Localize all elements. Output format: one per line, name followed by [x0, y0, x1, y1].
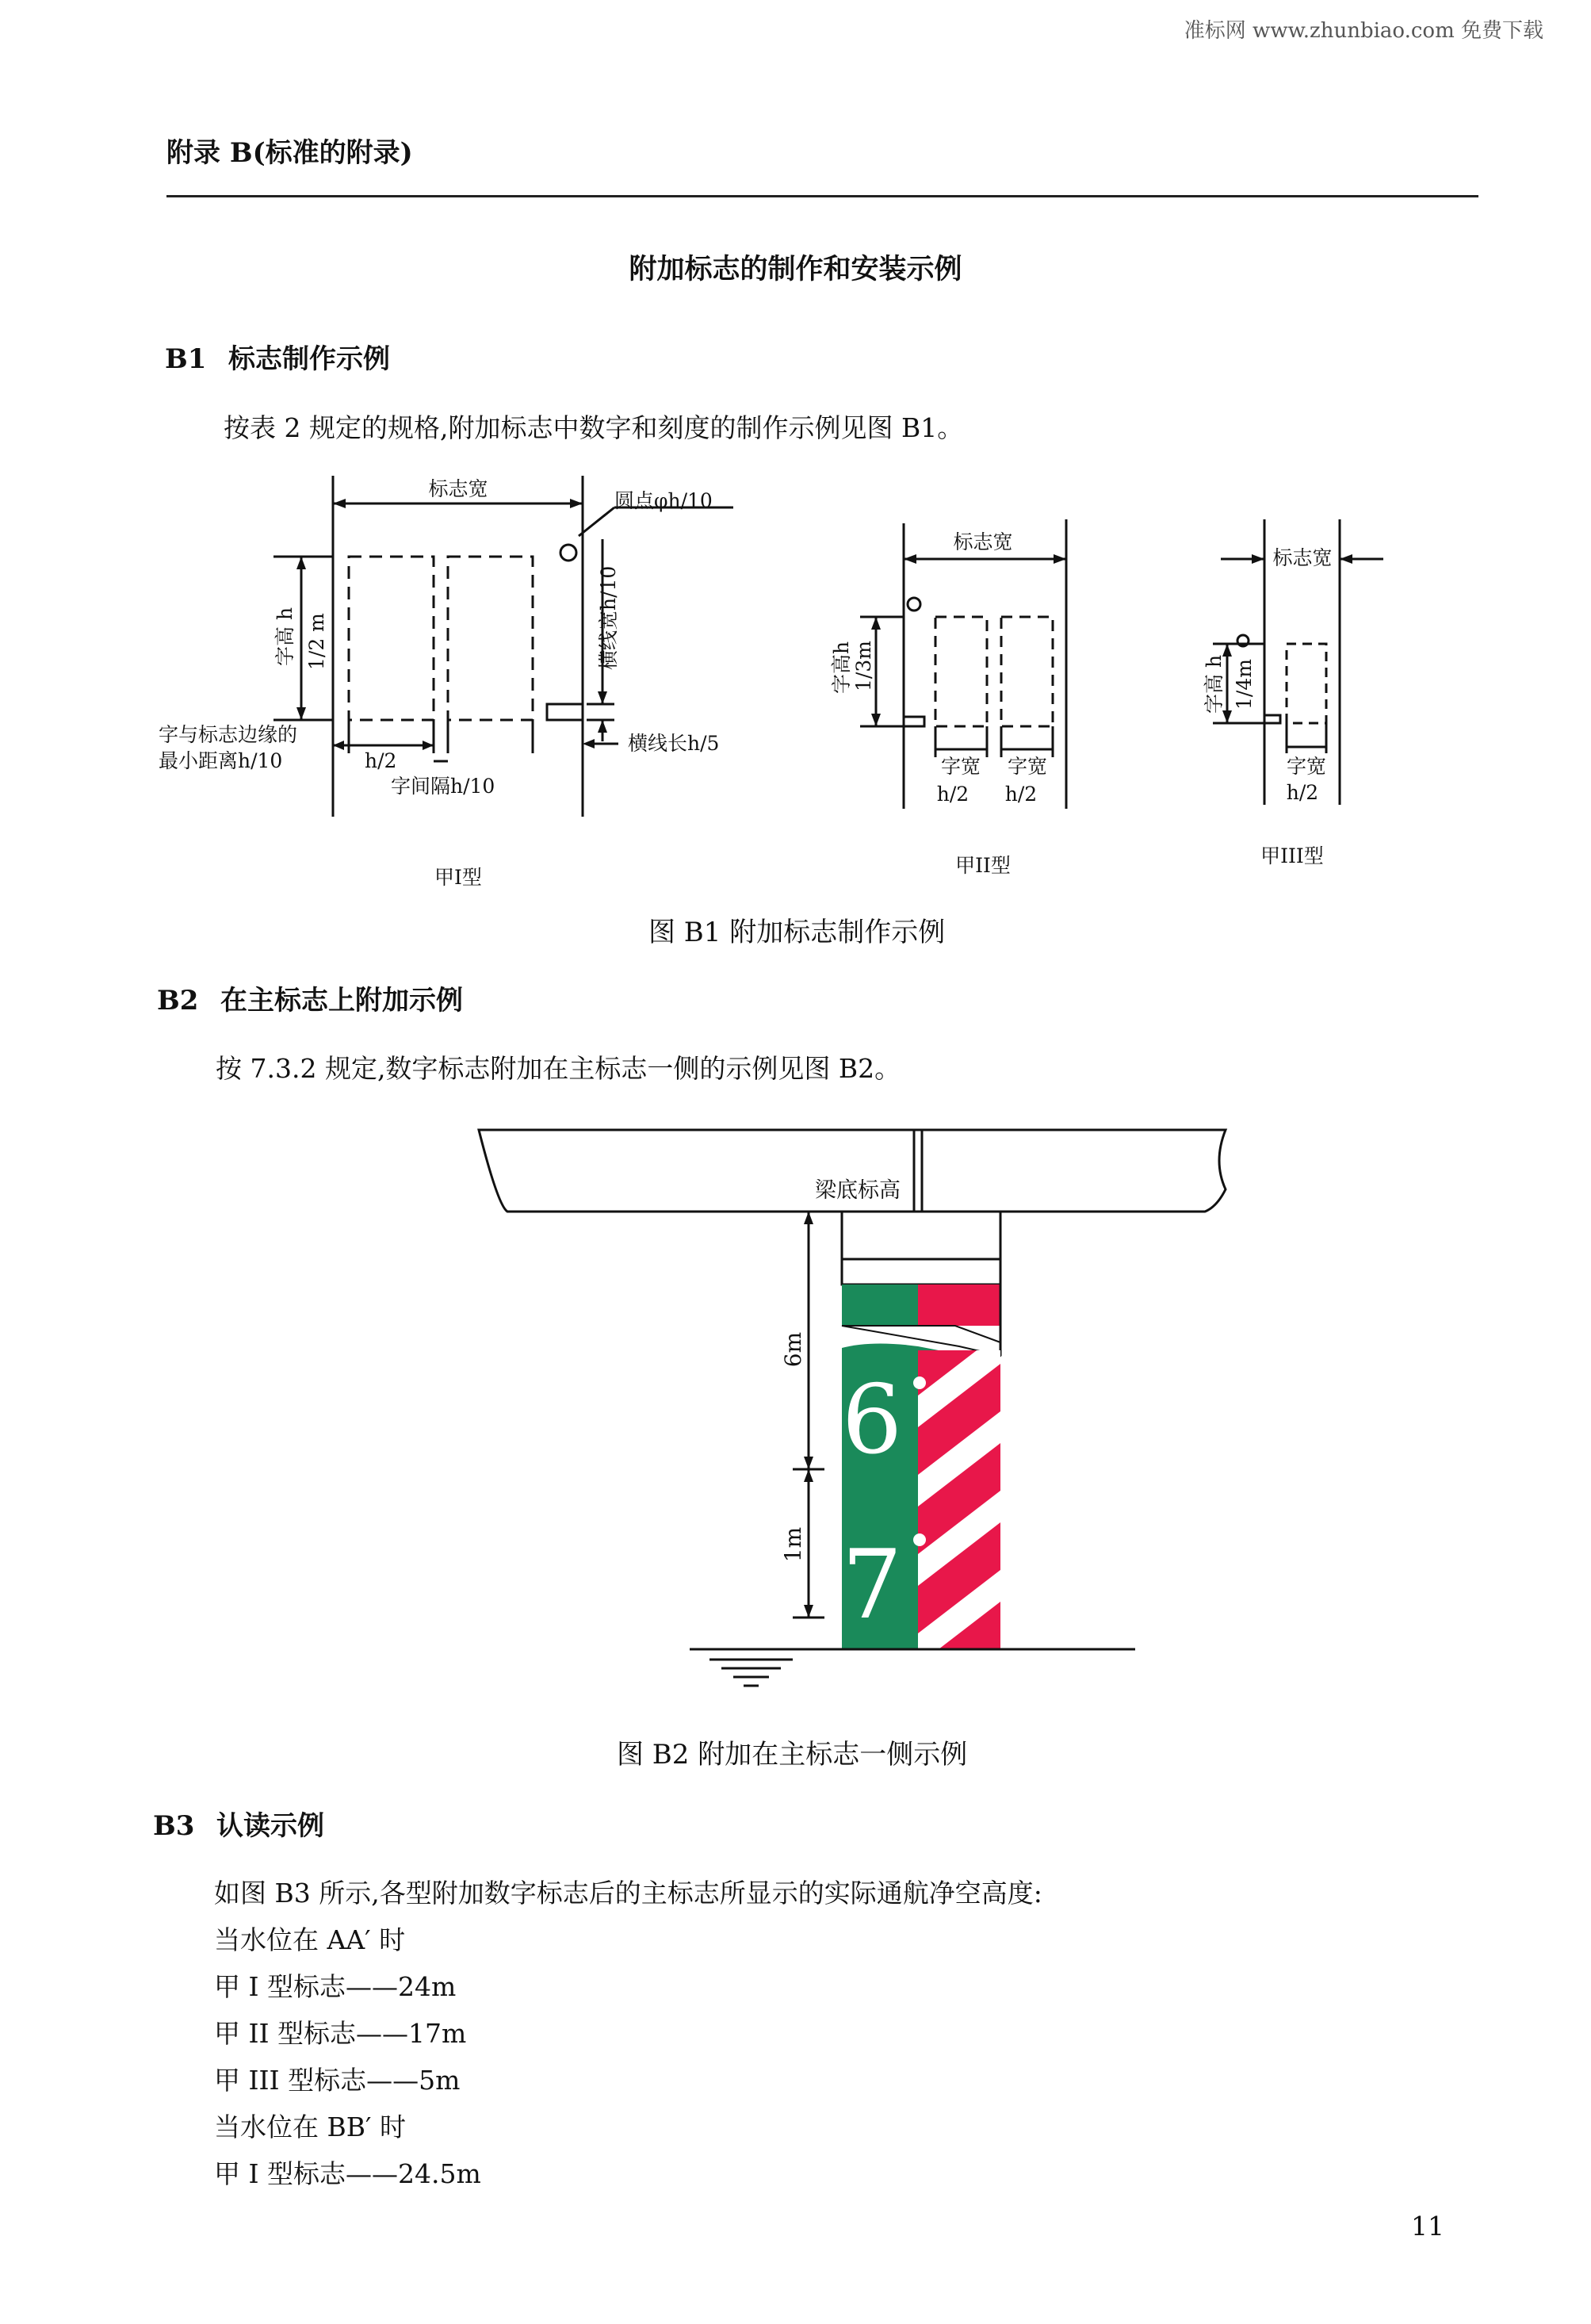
- b3-line: 甲 I 型标志——24.5m: [214, 2158, 481, 2189]
- t1-half-m: 1/2 m: [305, 613, 328, 670]
- b3-line: 甲 I 型标志——24m: [214, 1971, 457, 2002]
- section-title: 标志制作示例: [228, 343, 390, 375]
- t3-quarter-m: 1/4m: [1233, 659, 1256, 710]
- section-b2-heading: [157, 978, 463, 1017]
- t1-sign-width: 标志宽: [428, 477, 488, 500]
- section-number: B1: [165, 343, 207, 375]
- t1-edge-dist-2: 最小距离h/10: [159, 749, 283, 772]
- t1-half-h: h/2: [365, 749, 397, 772]
- t2-third-m: 1/3m: [852, 641, 875, 691]
- dim-1m: 1m: [780, 1526, 806, 1563]
- section-b3-heading: [153, 1804, 324, 1843]
- t1-edge-dist-1: 字与标志边缘的: [159, 723, 298, 746]
- watermark: 准标网 www.zhunbiao.com 免费下载: [1184, 19, 1543, 43]
- t1-line-width: 横线宽h/10: [597, 565, 620, 670]
- b3-line: 甲 II 型标志——17m: [214, 2018, 467, 2049]
- figure-b1-caption: 图 B1 附加标志制作示例: [648, 917, 946, 948]
- t2-half-h-b: h/2: [1004, 783, 1038, 806]
- t2-char-width-b: 字宽: [1007, 755, 1048, 778]
- b3-line: 当水位在 BB′ 时: [214, 2112, 406, 2142]
- t1-dot: 圆点φh/10: [614, 489, 713, 512]
- appendix-heading: 附录 B(标准的附录): [166, 137, 413, 169]
- t3-label: 甲III型: [1260, 844, 1324, 867]
- t3-sign-width: 标志宽: [1272, 546, 1333, 569]
- section-b3-intro: 如图 B3 所示,各型附加数字标志后的主标志所显示的实际通航净空高度:: [214, 1878, 1042, 1909]
- t1-spacing: 字间隔h/10: [391, 775, 495, 798]
- b3-line: 当水位在 AA′ 时: [214, 1924, 406, 1955]
- b3-line: 甲 III 型标志——5m: [214, 2065, 461, 2096]
- t3-half-h: h/2: [1286, 781, 1319, 804]
- section-number: B2: [157, 985, 199, 1017]
- page-number: 11: [1411, 2211, 1444, 2242]
- section-number: B3: [153, 1810, 195, 1842]
- beam-label: 梁底标高: [815, 1178, 901, 1203]
- page-title: 附加标志的制作和安装示例: [629, 254, 962, 285]
- section-title: 认读示例: [216, 1810, 324, 1842]
- section-b1-paragraph: 按表 2 规定的规格,附加标志中数字和刻度的制作示例见图 B1。: [224, 412, 964, 443]
- upper-green-band: [842, 1285, 918, 1326]
- section-b2-paragraph: 按 7.3.2 规定,数字标志附加在主标志一侧的示例见图 B2。: [216, 1053, 901, 1084]
- figure-b1: [0, 0, 1591, 936]
- figure-b2-caption: 图 B2 附加在主标志一侧示例: [617, 1739, 968, 1771]
- t1-char-height: 字高 h: [273, 607, 296, 666]
- figure-b2: [0, 1094, 1591, 1713]
- t3-char-height: 字高 h: [1203, 654, 1226, 714]
- t3-char-width: 字宽: [1286, 755, 1327, 778]
- t2-char-width-a: 字宽: [940, 755, 981, 778]
- t1-label: 甲I型: [434, 866, 482, 889]
- dim-6m: 6m: [780, 1331, 806, 1368]
- section-title: 在主标志上附加示例: [220, 985, 463, 1017]
- upper-red-band: [918, 1285, 1000, 1326]
- t2-sign-width: 标志宽: [953, 530, 1013, 553]
- digit-7: 7: [841, 1530, 903, 1641]
- t2-char-height: 字高h: [830, 641, 853, 694]
- t2-label: 甲II型: [955, 854, 1011, 877]
- t1-line-length: 横线长h/5: [628, 732, 720, 755]
- digit-6: 6: [841, 1365, 903, 1476]
- t2-half-h-a: h/2: [936, 783, 970, 806]
